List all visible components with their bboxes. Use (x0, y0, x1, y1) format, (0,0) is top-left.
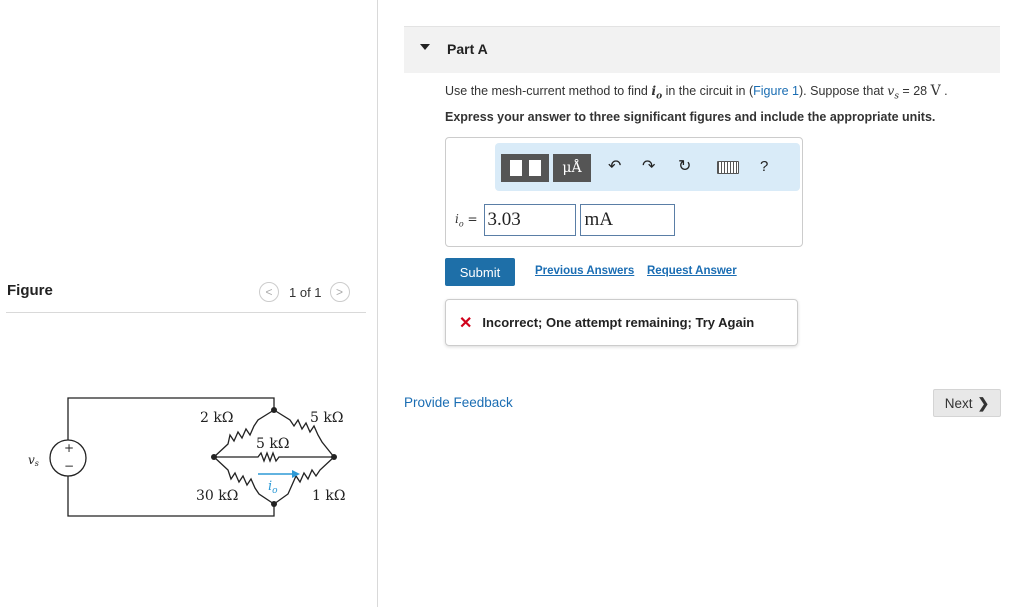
feedback-message (445, 299, 798, 346)
part-title: Part A (447, 41, 488, 57)
circuit-diagram (0, 380, 377, 530)
provide-feedback-link[interactable]: Provide Feedback (404, 395, 513, 410)
previous-answers-link[interactable]: Previous Answers (535, 265, 635, 277)
node-left (211, 454, 217, 460)
answer-unit-input[interactable]: mA (580, 204, 675, 236)
next-label: Next (944, 395, 973, 411)
answer-row (455, 204, 675, 236)
label-r-top-left: 2 kΩ (200, 410, 234, 426)
answer-value-input[interactable]: 3.03 (484, 204, 576, 236)
question-vs: $v_s$ (887, 83, 899, 102)
error-x-icon: ✕ (459, 314, 473, 332)
answer-variable: $i_o$ = (455, 211, 478, 229)
pager-text: 1 of 1 (289, 284, 322, 300)
node-top (271, 407, 277, 413)
figure-header (6, 276, 366, 313)
answer-box (445, 137, 803, 247)
node-bottom (271, 501, 277, 507)
figure-title: Figure (7, 282, 53, 299)
question-var: $i_o$ (651, 83, 663, 102)
chevron-right-icon: ❯ (977, 394, 990, 411)
source-plus: + (64, 441, 75, 455)
chevron-right-icon[interactable]: > (330, 282, 350, 302)
figure-pager (259, 281, 350, 303)
label-r-top-right: 5 kΩ (310, 410, 344, 426)
feedback-text: Incorrect; One attempt remaining; Try Again (482, 315, 755, 330)
undo-icon[interactable]: ↶ (608, 158, 622, 175)
help-icon[interactable]: ? (760, 158, 769, 175)
math-toolbar (495, 143, 800, 191)
figure-link[interactable]: Figure 1 (753, 84, 799, 98)
templates-icon[interactable] (501, 154, 549, 182)
source-label: vs (28, 453, 39, 468)
instruction-text: Express your answer to three significant figures and include the appropriate units. (445, 110, 936, 124)
chevron-left-icon[interactable]: < (259, 282, 279, 302)
label-r-bottom-left: 30 kΩ (196, 488, 239, 504)
wire-bottom (68, 476, 274, 516)
figure-pane (0, 0, 378, 607)
label-r-middle: 5 kΩ (256, 436, 290, 452)
label-r-bottom-right: 1 kΩ (312, 488, 346, 504)
node-right (331, 454, 337, 460)
redo-icon[interactable]: ↷ (642, 158, 656, 175)
question-text: Use the mesh-current method to find $i_o$ in the circuit in (Figure 1). Suppose that $v_s = 28$ V . (445, 83, 948, 102)
request-answer-link[interactable]: Request Answer (647, 265, 737, 277)
caret-down-icon[interactable] (420, 44, 430, 50)
reset-icon[interactable]: ↻ (678, 158, 692, 175)
part-header[interactable] (404, 26, 1000, 73)
units-button[interactable]: μÅ (553, 154, 591, 182)
keyboard-icon[interactable] (717, 161, 739, 174)
next-button[interactable] (933, 389, 1001, 417)
submit-button[interactable]: Submit (445, 258, 515, 286)
resistor-5k-middle (214, 453, 334, 461)
wire-top (68, 398, 274, 440)
source-minus: − (64, 459, 75, 473)
current-label: $i_o$ (268, 479, 278, 496)
